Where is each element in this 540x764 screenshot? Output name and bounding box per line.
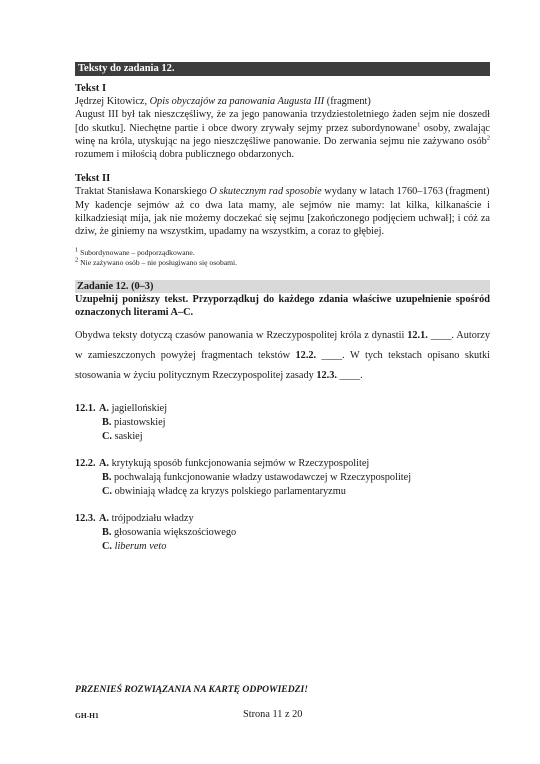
option-12-1-a[interactable] — [75, 402, 490, 416]
text-1-body-a: August III był tak nieszczęśliwy, że za jego panowania trzydziestoletniego żaden sejm nie doszedł [do skutku]. Niechętne partie i obce dwory zrywały sejmy przez subordynowane — [75, 109, 490, 134]
option-text: głosowania większościowego — [111, 526, 237, 538]
option-group-number: 12.2. — [75, 457, 96, 469]
text-1-body-c: rozumem i miłością dobra publicznego obdarzonych. — [75, 149, 295, 161]
text-1-author: Jędrzej Kitowicz, — [75, 96, 150, 108]
text-2-heading: Tekst II — [75, 173, 111, 185]
option-letter: A. — [99, 512, 110, 524]
exam-page — [75, 62, 490, 554]
footnote-2 — [75, 258, 490, 268]
option-letter: B. — [102, 471, 112, 483]
task-text-3: . W tych tekstach opisano skutki stosowania w życiu politycznym Rzeczypospolitej zasady — [75, 349, 490, 381]
footnote-2-mark: 2 — [75, 256, 79, 264]
footnotes — [75, 248, 490, 268]
option-letter: B. — [102, 416, 112, 428]
option-group-12-1 — [75, 402, 490, 444]
task-text-2: Autorzy w zamieszczonych powyżej fragmentach tekstów — [75, 329, 491, 361]
exam-code: GH-H1 — [75, 711, 99, 720]
task-paragraph — [75, 326, 490, 386]
option-group-12-3 — [75, 512, 490, 554]
text-2-body: My kadencje sejmów aż co dwa lata mamy, ale sejmów nie mamy: lat kilka, kilkanaście i kilkadziesiąt mija, jak nie możemy doczekać się sejmu [zakończonego podjęciem uchwał]; i cóż za dziw, że giniemy na wszystkim, upadamy na wszystkim, a coraz to głębiej. — [75, 199, 490, 238]
option-text: pochwalają funkcjonowanie władzy ustawodawczej w Rzeczypospolitej — [111, 471, 412, 483]
option-text: saskiej — [112, 430, 143, 442]
option-12-1-b[interactable] — [75, 416, 490, 430]
text-1-body — [75, 108, 490, 161]
footnote-1-text: Subordynowane – podporządkowane. — [78, 248, 195, 258]
option-text: trójpodziału władzy — [109, 512, 194, 524]
option-12-2-c[interactable] — [75, 485, 490, 499]
task-text-1: Obydwa teksty dotyczą czasów panowania w Rzeczypospolitej króla z dynastii — [75, 329, 408, 341]
option-letter: C. — [102, 540, 113, 552]
footnote-ref-2: 2 — [486, 134, 490, 142]
option-12-2-b[interactable] — [75, 471, 490, 485]
option-12-3-c[interactable] — [75, 540, 490, 554]
text-1-suffix: (fragment) — [324, 96, 371, 108]
footnote-1-mark: 1 — [75, 246, 79, 254]
option-text: piastowskiej — [111, 416, 166, 428]
page-number: Strona 11 z 20 — [243, 709, 303, 720]
footnote-ref-1: 1 — [417, 121, 421, 129]
blank-12-1-label: 12.1. — [407, 329, 428, 341]
option-text: krytykują sposób funkcjonowania sejmów w Rzeczypospolitej — [109, 457, 370, 469]
text-1-body-b: osoby, zwalając winę na króla, utyskując na jego nieszczęśliwe panowanie. Do zerwania sejmu nie zażywano osób — [75, 122, 490, 147]
blank-12-2-label: 12.2. — [295, 349, 317, 361]
option-12-3-b[interactable] — [75, 526, 490, 540]
option-12-2-a[interactable] — [75, 457, 490, 471]
text-1-heading: Tekst I — [75, 83, 107, 94]
text-2-source-suffix: wydany w latach 1760–1763 (fragment) — [321, 186, 490, 198]
text-1-source — [75, 95, 490, 108]
text-2-source — [75, 185, 490, 198]
blank-12-3-label: 12.3. — [316, 369, 337, 381]
option-group-12-2 — [75, 457, 490, 499]
option-12-3-a[interactable] — [75, 512, 490, 526]
option-text: liberum veto — [112, 540, 167, 552]
text-1-title: Opis obyczajów za panowania Augusta III — [149, 96, 325, 108]
option-12-1-c[interactable] — [75, 430, 490, 444]
text-2-section — [75, 172, 490, 238]
blank-12-3[interactable]: ____. — [336, 369, 363, 381]
footnote-1 — [75, 248, 490, 258]
text-1-section — [75, 82, 490, 161]
option-text: jagiellońskiej — [109, 402, 168, 414]
option-letter: B. — [102, 526, 112, 538]
blank-12-1[interactable]: ____. — [427, 329, 457, 341]
option-letter: A. — [99, 457, 110, 469]
task-header-bar: Zadanie 12. (0–3) — [75, 280, 490, 293]
option-letter: A. — [99, 402, 110, 414]
task-instruction: Uzupełnij poniższy tekst. Przyporządkuj do każdego zdania właściwe uzupełnienie spośród oznaczonych literami A–C. — [75, 294, 490, 319]
option-group-number: 12.1. — [75, 402, 96, 414]
transfer-answers-note: PRZENIEŚ ROZWIĄZANIA NA KARTĘ ODPOWIEDZI! — [75, 684, 308, 695]
option-letter: C. — [102, 485, 113, 497]
text-2-source-prefix: Traktat Stanisława Konarskiego — [75, 186, 210, 198]
footnote-2-text: Nie zażywano osób – nie posługiwano się osobami. — [78, 258, 238, 268]
option-letter: C. — [102, 430, 113, 442]
option-text: obwiniają władcę za kryzys polskiego parlamentaryzmu — [112, 485, 346, 497]
texts-header-bar: Teksty do zadania 12. — [75, 62, 490, 76]
option-group-number: 12.3. — [75, 512, 96, 524]
blank-12-2[interactable]: ____ — [316, 349, 343, 361]
text-2-title: O skutecznym rad sposobie — [209, 186, 322, 198]
